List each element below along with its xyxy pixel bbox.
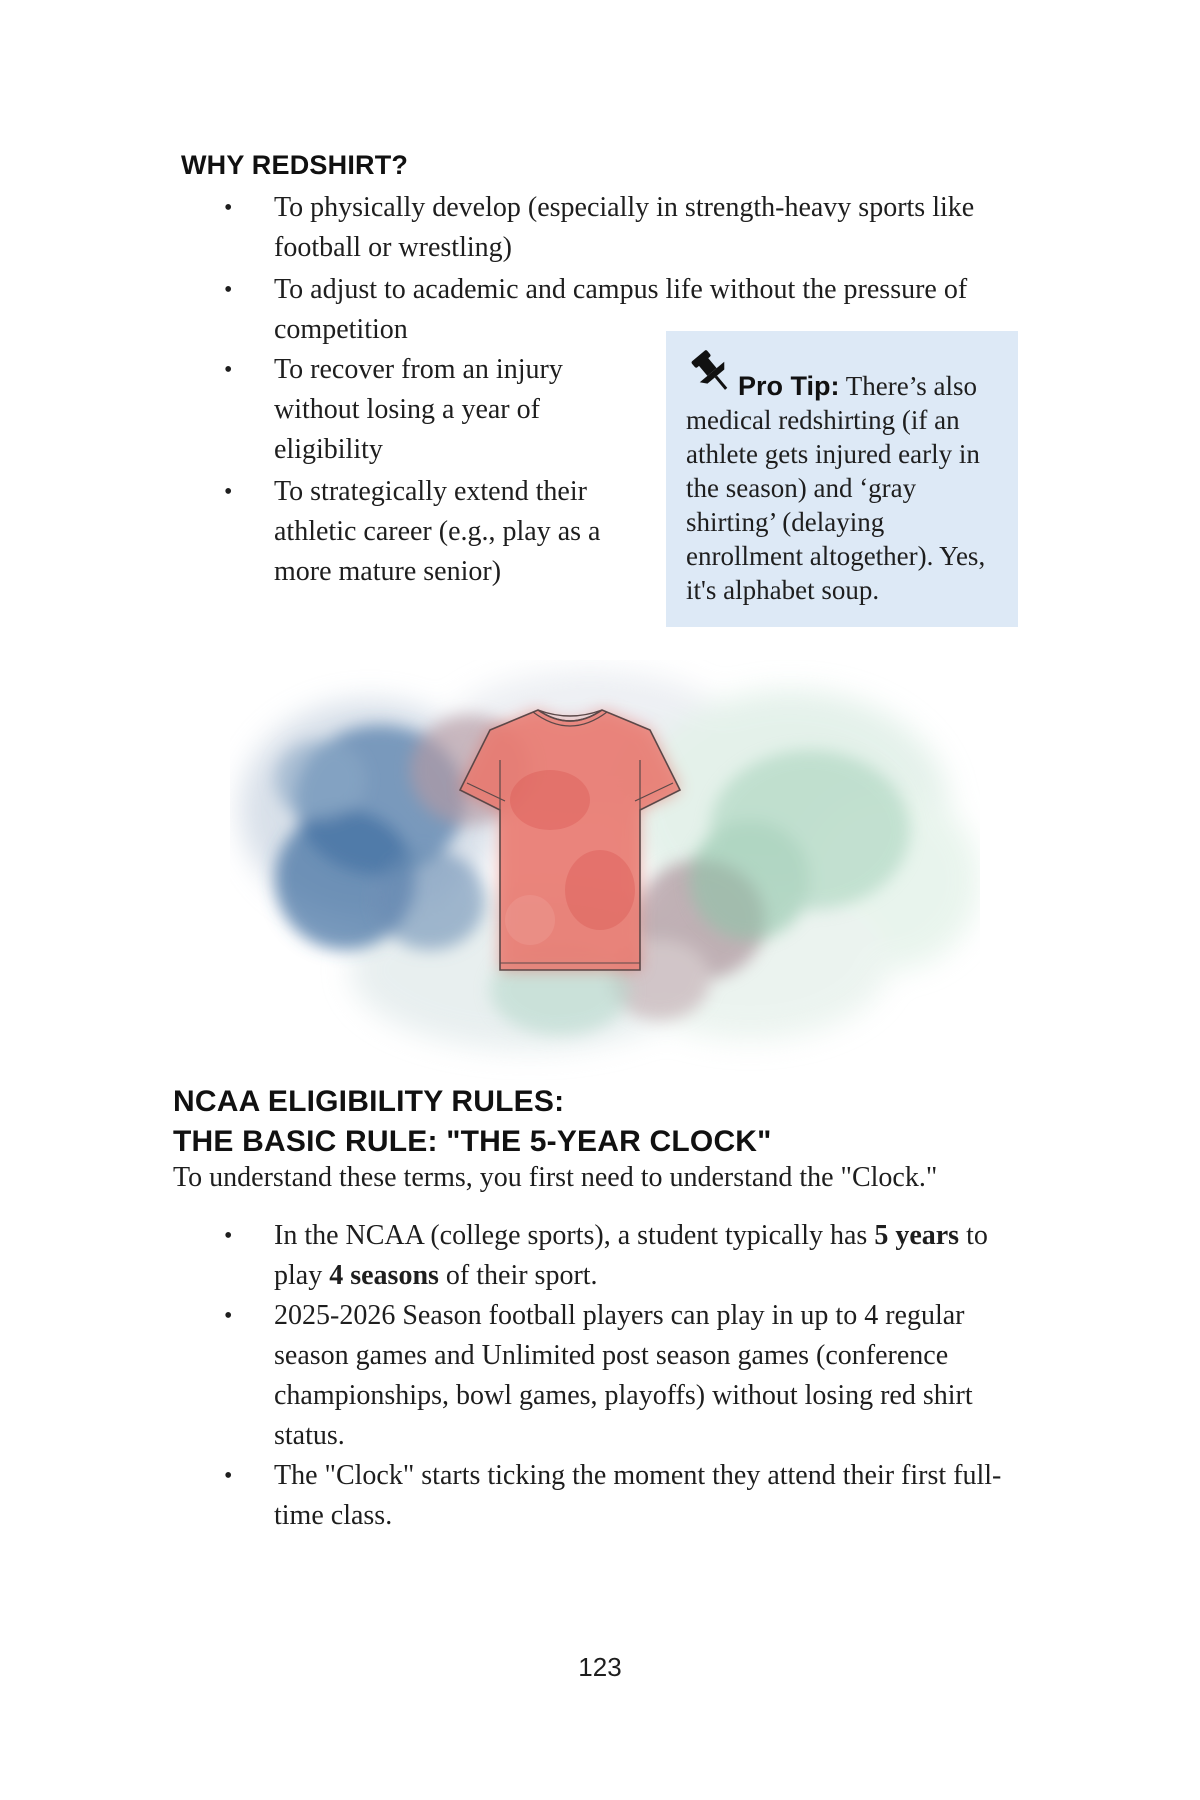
- section-heading-ncaa: [173, 1082, 772, 1162]
- list-item-text: The "Clock" starts ticking the moment they attend their first full-time class.: [274, 1460, 1002, 1531]
- bullet-icon: •: [224, 277, 233, 303]
- red-tshirt-watercolor-icon: [230, 660, 980, 1080]
- bullet-icon: •: [224, 357, 233, 383]
- list-item-text: 2025-2026 Season football players can play in up to 4 regular season games and Unlimited post season games (conference championships, bowl games, playoffs) without losing red shirt status.: [274, 1300, 973, 1451]
- why-redshirt-list-continued: [178, 350, 648, 594]
- list-item: [178, 1456, 1038, 1536]
- why-redshirt-list: [178, 188, 1028, 352]
- list-item-text: In the NCAA (college sports), a student typically has 5 years to play 4 seasons of their sport.: [274, 1220, 988, 1291]
- bullet-icon: •: [224, 195, 233, 221]
- ncaa-heading-line1: NCAA ELIGIBILITY RULES:: [173, 1085, 565, 1118]
- ncaa-rules-list: [178, 1216, 1038, 1536]
- list-item: [178, 188, 1028, 268]
- bullet-icon: •: [224, 1223, 233, 1249]
- list-item: [178, 1216, 1038, 1296]
- list-item-text: To recover from an injury without losing a year of eligibility: [274, 354, 563, 465]
- bullet-icon: •: [224, 479, 233, 505]
- list-item: [178, 472, 648, 592]
- section-heading-why-redshirt: WHY REDSHIRT?: [181, 150, 409, 180]
- pro-tip-body: There’s also medical redshirting (if an athlete gets injured early in the season) and ‘gray shirting’ (delaying enrollment altogether). Yes, it's alphabet soup.: [686, 371, 986, 605]
- pushpin-icon: [686, 349, 738, 395]
- bullet-icon: •: [224, 1463, 233, 1489]
- pro-tip-text-block: [686, 349, 998, 607]
- bullet-icon: •: [224, 1303, 233, 1329]
- page-number: 123: [578, 1652, 622, 1682]
- emphasis-4-seasons: 4 seasons: [329, 1260, 439, 1291]
- pro-tip-callout: [666, 331, 1018, 627]
- ncaa-heading-line2: THE BASIC RULE: "THE 5-YEAR CLOCK": [173, 1125, 772, 1158]
- list-item: [178, 1296, 1038, 1456]
- list-item-text: To physically develop (especially in strength-heavy sports like football or wrestling): [274, 192, 975, 263]
- pro-tip-label: Pro Tip:: [738, 371, 840, 401]
- list-item-text: To adjust to academic and campus life without the pressure of competition: [274, 274, 968, 345]
- ncaa-intro-paragraph: To understand these terms, you first need to understand the "Clock.": [173, 1162, 938, 1193]
- list-item: [178, 350, 648, 470]
- emphasis-5-years: 5 years: [874, 1220, 960, 1251]
- list-item-text: To strategically extend their athletic career (e.g., play as a more mature senior): [274, 476, 601, 587]
